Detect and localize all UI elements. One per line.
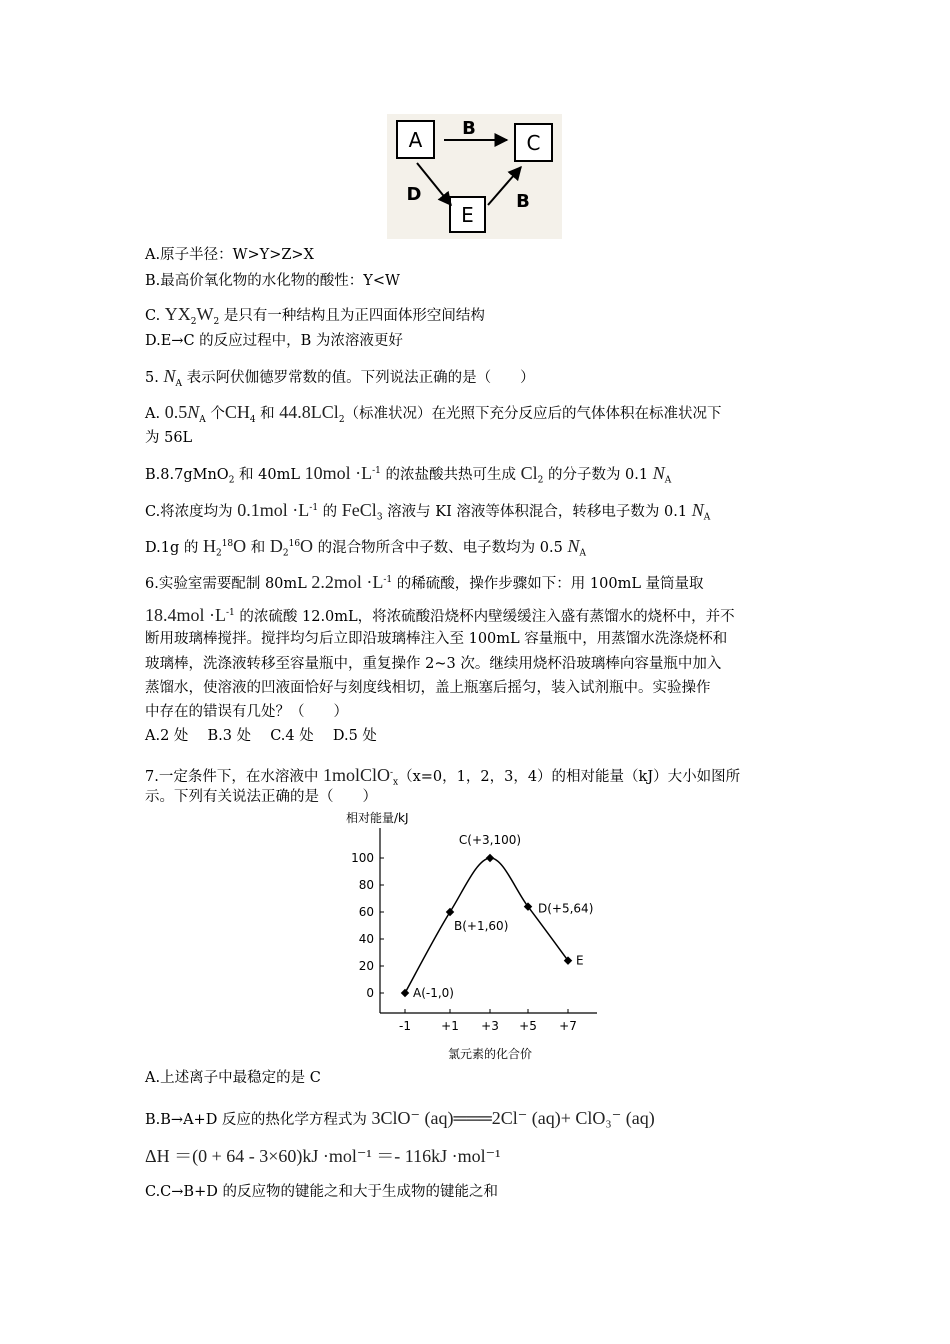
q6-l1-sup: -1: [383, 575, 393, 585]
q5-c-conc: 0.1mol ·L: [237, 499, 310, 520]
q5-d-h-sub: 2: [215, 548, 222, 559]
q4-c-sub1: 2: [190, 316, 197, 327]
q7-option-b: [145, 1108, 655, 1130]
data-point-label: E: [576, 953, 584, 968]
q7-option-c: C.C→B+D 的反应物的键能之和大于生成物的键能之和: [145, 1184, 498, 1200]
q7-option-a: A.上述离子中最稳定的是 C: [145, 1070, 321, 1086]
q5-b-cl2: Cl: [520, 462, 538, 483]
energy-chart: [342, 808, 610, 1066]
y-tick-label: 100: [351, 851, 374, 865]
q5-c-fecl3-sub: 3: [376, 512, 383, 523]
q6-line6: 中存在的错误有几处？（ ）: [145, 704, 348, 720]
q4-c-formula: YX: [164, 304, 191, 324]
node-c-label: C: [526, 131, 541, 155]
avogadro-symbol: N: [187, 402, 200, 422]
q6-l1-text2: 的稀硫酸，操作步骤如下：用 100mL 量筒量取: [392, 575, 704, 592]
q5-b-conc: 10mol ·L: [304, 462, 373, 483]
node-e-label: E: [461, 203, 474, 227]
node-a-label: A: [408, 128, 423, 152]
q7-l1-text2: （x=0，1，2，3，4）的相对能量（kJ）大小如图所: [398, 768, 741, 785]
q7-option-b-enthalpy: [145, 1146, 500, 1168]
q5-d-o2: O: [300, 535, 314, 556]
q5-a-prefix: A.: [145, 406, 165, 422]
q5-option-c: [145, 498, 710, 528]
q5-b-text1: 和 40mL: [234, 466, 305, 483]
q5-b-text3: 的分子数为 0.1: [543, 466, 653, 483]
avogadro-symbol: N: [691, 499, 704, 520]
avogadro-sub: A: [175, 378, 182, 389]
data-point: [401, 989, 409, 997]
q5-a-ch4: CH: [224, 402, 250, 422]
q5-c-prefix: C.将浓度均为: [145, 503, 238, 520]
q5-c-text2: 溶液与 KI 溶液等体积混合，转移电子数为 0.1: [382, 503, 692, 520]
arrow-e-c-label: B: [516, 191, 530, 212]
arrow-a-to-e: [417, 163, 451, 205]
q6-line5: 蒸馏水，使溶液的凹液面恰好与刻度线相切，盖上瓶塞后摇匀，装入试剂瓶中。实验操作: [145, 680, 711, 696]
q5-d-d-sub: 2: [282, 548, 289, 559]
q6-line1: [145, 570, 704, 594]
q5-d-h: H: [202, 535, 216, 556]
q5-option-a: [145, 402, 722, 430]
q6-options: A.2 处 B.3 处 C.4 处 D.5 处: [145, 728, 377, 744]
q5-option-b: [145, 461, 671, 491]
q6-l2-sup: -1: [226, 608, 235, 618]
q5-a-num: 0.5: [164, 402, 188, 422]
y-tick-label: 20: [358, 959, 374, 973]
q5-a-ch4-sub: 4: [249, 414, 256, 425]
avogadro-sub: A: [579, 548, 586, 559]
data-point-label: D(+5,64): [538, 901, 594, 916]
data-point-label: C(+3,100): [458, 833, 522, 847]
arrow-a-e-label: D: [406, 184, 422, 205]
q7-l1-charge: -: [389, 768, 394, 778]
x-tick-label: +5: [519, 1019, 537, 1033]
q4-option-c: [145, 304, 485, 332]
q5-d-text1: 和: [246, 539, 270, 556]
q5-b-sup: -1: [372, 466, 381, 476]
q5-d-isotope2: 16: [288, 539, 301, 549]
avogadro-symbol: N: [652, 462, 665, 483]
q5-d-prefix: D.1g 的: [145, 539, 203, 556]
q5-stem-text: 表示阿伏伽德罗常数的值。下列说法正确的是（ ）: [181, 370, 535, 386]
q5-option-a-line2: 为 56L: [145, 430, 193, 446]
q7-line2: 示。下列有关说法正确的是（ ）: [145, 789, 377, 805]
q4-option-a: A.原子半径：W>Y>Z>X: [145, 247, 314, 263]
q5-a-cl2: 44.8LCl: [279, 402, 339, 422]
chart-y-ticks: [351, 851, 384, 1000]
q6-line2: [145, 603, 735, 627]
q5-d-o1: O: [233, 535, 247, 556]
q4-c-prefix: C.: [145, 308, 165, 324]
q5-a-text1: 个: [205, 406, 225, 422]
q5-d-d: D: [269, 535, 283, 556]
q4-c-text: 是只有一种结构且为正四面体形空间结构: [219, 308, 485, 324]
x-tick-label: +3: [481, 1019, 499, 1033]
q7-l1-text: 7.一定条件下，在水溶液中: [145, 768, 323, 785]
q5-b-prefix: B.8.7gMnO: [145, 466, 229, 483]
q4-option-b: B.最高价氧化物的水化物的酸性：Y<W: [145, 273, 400, 289]
x-tick-label: +1: [441, 1019, 459, 1033]
q5-b-cl2-sub: 2: [537, 475, 544, 486]
reaction-flow-diagram: [387, 114, 562, 239]
data-point-label: B(+1,60): [454, 919, 509, 933]
chart-ylabel: 相对能量/kJ: [346, 811, 409, 825]
q5-c-text1: 的: [318, 503, 342, 520]
x-tick-label: -1: [399, 1019, 411, 1033]
avogadro-symbol: N: [163, 366, 176, 386]
q5-c-sup: -1: [309, 503, 319, 513]
q5-a-text2: 和: [255, 406, 280, 422]
chart-points: [401, 833, 594, 1000]
data-point-label: A(-1,0): [413, 986, 454, 1000]
q7-l1-sub: x: [393, 777, 399, 788]
q6-l1-text: 6.实验室需要配制 80mL: [145, 575, 312, 592]
avogadro-sub: A: [703, 512, 711, 523]
q5-number: 5.: [145, 370, 164, 386]
avogadro-sub: A: [199, 414, 206, 425]
q7-b-delta-h: ΔH ＝(0 + 64 - 3×60)kJ ·mol⁻¹ ＝- 116kJ ·mol⁻¹: [145, 1146, 501, 1166]
y-tick-label: 0: [366, 986, 374, 1000]
q7-l1-ion: 1molClO: [322, 764, 390, 785]
q6-l2-text: 的浓硫酸 12.0mL，将浓硫酸沿烧杯内壁缓缓注入盛有蒸馏水的烧杯中，并不: [234, 608, 735, 625]
arrow-a-c-label: B: [462, 118, 476, 139]
y-tick-label: 80: [358, 878, 374, 892]
q6-line4: 玻璃棒，洗涤液转移至容量瓶中，重复操作 2~3 次。继续用烧杯沿玻璃棒向容量瓶中加入: [145, 656, 722, 672]
q5-c-fecl3: FeCl: [341, 499, 377, 520]
q5-stem: [145, 366, 535, 394]
q6-l1-conc: 2.2mol ·L: [311, 571, 384, 592]
y-tick-label: 60: [358, 905, 374, 919]
q4-c-sub2: 2: [213, 316, 220, 327]
q5-b-mno2-sub: 2: [228, 475, 235, 486]
chart-xlabel: 氯元素的化合价: [447, 1047, 533, 1061]
q5-d-isotope1: 18: [221, 539, 234, 549]
avogadro-symbol: N: [567, 535, 580, 556]
q4-c-formula-w: W: [196, 304, 214, 324]
q7-b-equation: 3ClO⁻ (aq)═══2Cl⁻ (aq)+ ClO₃⁻ (aq): [371, 1108, 655, 1128]
q7-b-text: B.B→A+D 反应的热化学方程式为: [145, 1112, 372, 1128]
data-point: [486, 854, 494, 862]
q5-a-cl2-sub: 2: [338, 414, 345, 425]
data-point: [446, 908, 454, 916]
x-tick-label: +7: [559, 1019, 577, 1033]
q6-line3: 断用玻璃棒搅拌。搅拌均匀后立即沿玻璃棒注入至 100mL 容量瓶中，用蒸馏水洗涤烧杯和: [145, 631, 728, 647]
avogadro-sub: A: [664, 475, 672, 486]
q5-d-text2: 的混合物所含中子数、电子数均为 0.5: [313, 539, 568, 556]
q5-option-d: [145, 534, 586, 564]
q6-l2-conc: 18.4mol ·L: [145, 604, 226, 625]
q4-option-d: D.E→C 的反应过程中，B 为浓溶液更好: [145, 333, 403, 349]
q5-b-text2: 的浓盐酸共热可生成: [380, 466, 521, 483]
y-tick-label: 40: [358, 932, 374, 946]
q5-a-text3: （标准状况）在光照下充分反应后的气体体积在标准状况下: [344, 406, 722, 422]
